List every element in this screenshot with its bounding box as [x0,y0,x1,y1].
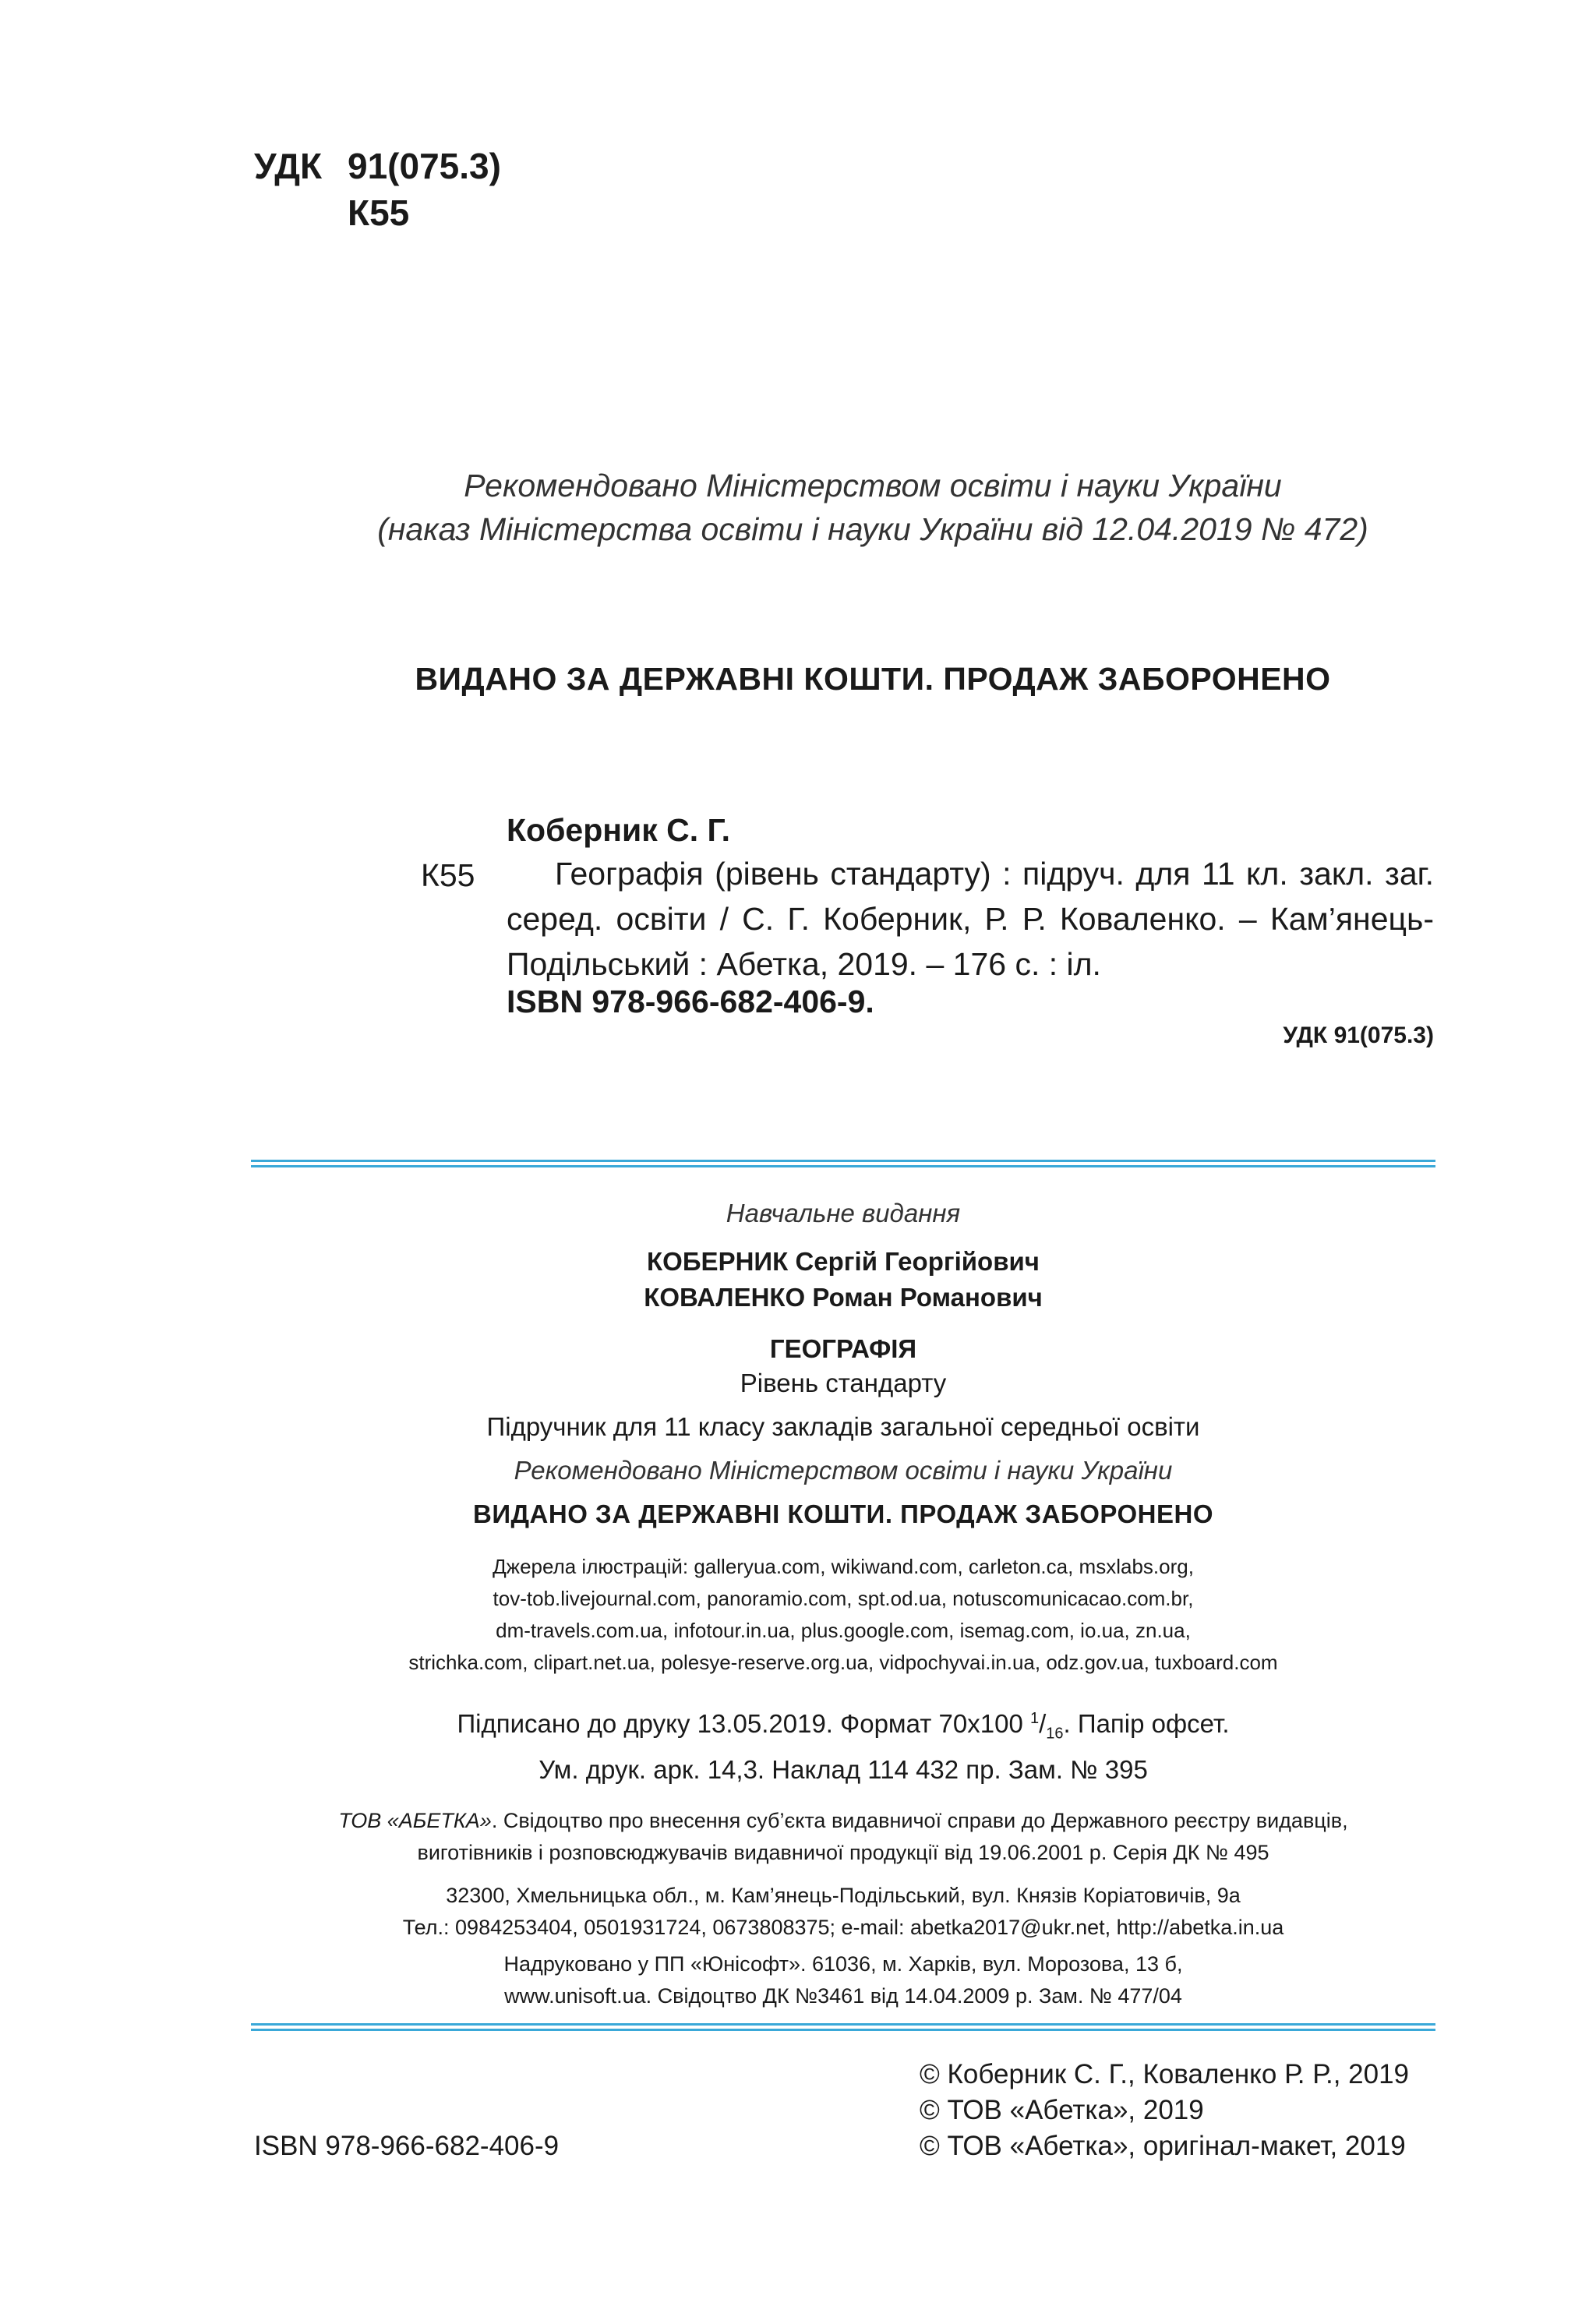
sources-line: tov-tob.livejournal.com, panoramio.com, spt.od.ua, notuscomunicacao.com.br, [493,1587,1194,1610]
author-1: КОБЕРНИК Сергій Георгійович [647,1247,1040,1276]
sources-line: Джерела ілюстрацій: galleryua.com, wikiwand.com, carleton.ca, msxlabs.org, [493,1555,1194,1578]
publisher-address [251,1880,1435,1944]
book-level: Рівень стандарту [740,1369,947,1397]
udk-label: УДК [254,146,323,186]
copyright-line3: © ТОВ «Абетка», оригінал-макет, 2019 [920,2131,1406,2161]
card-description-text: Географія (рівень стандарту) : підруч. для 11 кл. закл. заг. серед. освіти / С. Г. Коберник, Р. Р. Коваленко. – Кам’янець-Подільський : Абетка, 2019. – 176 с. : іл. [507,856,1434,982]
copyright-line1: © Коберник С. Г., Коваленко Р. Р., 2019 [920,2059,1410,2089]
publisher-name: ТОВ «АБЕТКА» [338,1809,492,1832]
format-numerator: 1 [1029,1710,1040,1727]
publisher-line2: виготівників і розповсюджувачів видавничої продукції від 19.06.2001 р. Серія ДК № 495 [417,1841,1269,1864]
udk-value: 91(075.3) [348,146,501,186]
printer-line2: www.unisoft.ua. Свідоцтво ДК №3461 від 14.04.2009 р. Зам. № 477/04 [504,1984,1182,2008]
illustration-sources [251,1551,1435,1679]
publisher-line1-rest: . Свідоцтво про внесення суб’єкта видавничої справи до Державного реєстру видавців, [491,1809,1348,1832]
sources-line: dm-travels.com.ua, infotour.in.ua, plus.google.com, isemag.com, io.ua, zn.ua, [496,1619,1191,1642]
card-udk: УДК 91(075.3) [1283,1023,1434,1048]
card-author: Коберник С. Г. [507,812,731,848]
print-details [251,1701,1435,1788]
format-denominator: 16 [1046,1725,1064,1743]
card-sign: К55 [421,857,475,893]
author-sign: К55 [348,192,410,233]
state-funds-banner-2: ВИДАНО ЗА ДЕРЖАВНІ КОШТИ. ПРОДАЖ ЗАБОРОНЕНО [472,1499,1213,1528]
print-details-line2: Ум. друк. арк. 14,3. Наклад 114 432 пр. Зам. № 395 [538,1754,1148,1784]
copyright-line2: © ТОВ «Абетка», 2019 [920,2095,1204,2125]
print-details-line1: Підписано до друку 13.05.2019. Формат 70х100 $^1/_{16}$. Папір офсет. [457,1709,1230,1743]
author-2: КОВАЛЕНКО Роман Романович [644,1283,1043,1312]
book-subtitle: Підручник для 11 класу закладів загальної середньої освіти [486,1412,1200,1441]
recommended-note: Рекомендовано Міністерством освіти і науки України [514,1456,1173,1485]
signed-text: Підписано до друку 13.05.2019. Формат 70х100 [457,1709,1023,1738]
book-title: ГЕОГРАФІЯ [769,1334,917,1363]
paper-text: . Папір офсет. [1063,1709,1230,1738]
publisher-info [251,1805,1435,1869]
printer-info [251,1948,1435,2012]
separator-top [251,1160,1435,1167]
sources-line: strichka.com, clipart.net.ua, polesye-reserve.org.ua, vidpochyvai.in.ua, odz.gov.ua, tuxboard.com [408,1651,1278,1674]
state-funds-banner: ВИДАНО ЗА ДЕРЖАВНІ КОШТИ. ПРОДАЖ ЗАБОРОНЕНО [415,661,1331,697]
edition-type: Навчальне видання [726,1199,961,1227]
separator-bottom [251,2023,1435,2031]
recommendation-line2: (наказ Міністерства освіти і науки України від 12.04.2019 № 472) [377,511,1368,547]
address-line1: 32300, Хмельницька обл., м. Кам’янець-Подільський, вул. Князів Коріатовичів, 9а [446,1884,1241,1907]
card-description [507,851,1434,987]
isbn-bottom: ISBN 978-966-682-406-9 [254,2131,560,2161]
publisher-line1 [251,1805,1435,1837]
printer-line1: Надруковано у ПП «Юнісофт». 61036, м. Харків, вул. Морозова, 13 б, [503,1952,1183,1976]
card-isbn: ISBN 978-966-682-406-9. [507,984,874,1019]
recommendation-line1: Рекомендовано Міністерством освіти і науки України [464,468,1282,503]
address-line2: Тел.: 0984253404, 0501931724, 0673808375; e-mail: abetka2017@ukr.net, http://abetka.in.ua [402,1916,1284,1939]
